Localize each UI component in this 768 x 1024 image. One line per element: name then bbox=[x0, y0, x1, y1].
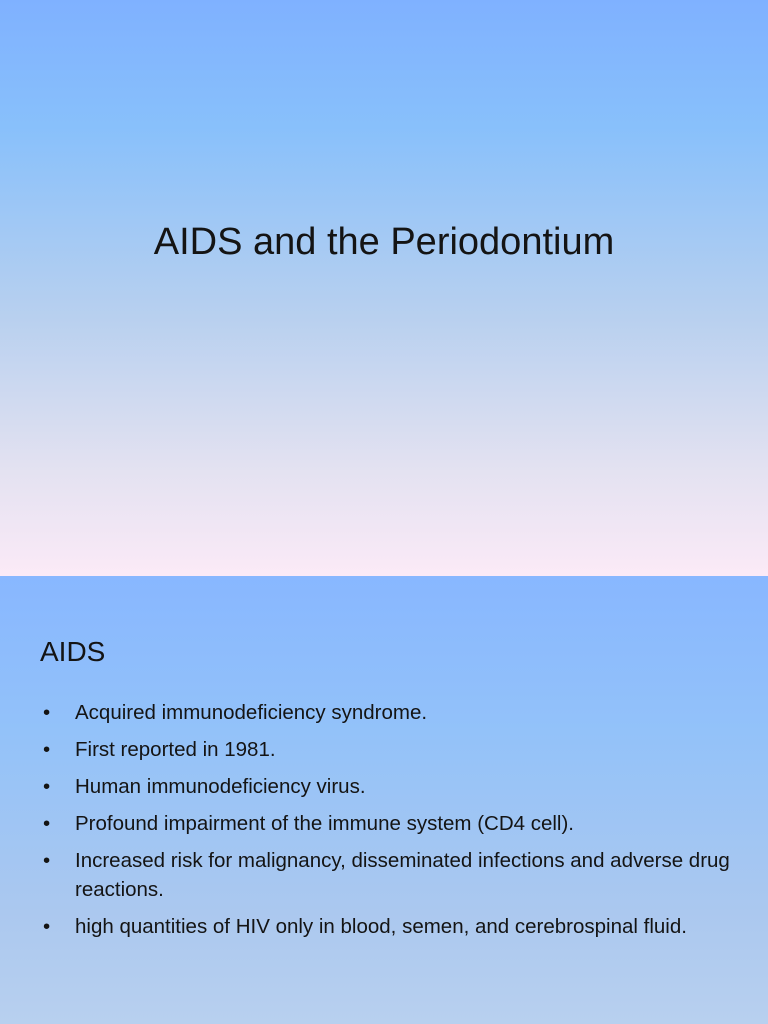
bullet-icon: • bbox=[43, 915, 51, 938]
bullet-icon: • bbox=[43, 738, 51, 761]
bullet-text: Human immunodeficiency virus. bbox=[75, 775, 366, 798]
bullet-list bbox=[40, 698, 740, 949]
bullet-item bbox=[40, 846, 740, 904]
bullet-icon: • bbox=[43, 775, 51, 798]
slide-heading: AIDS bbox=[40, 636, 106, 667]
content-slide bbox=[0, 576, 768, 1024]
bullet-text: First reported in 1981. bbox=[75, 738, 276, 761]
bullet-item bbox=[40, 809, 740, 838]
bullet-icon: • bbox=[43, 812, 51, 835]
bullet-icon: • bbox=[43, 701, 51, 724]
bullet-text: Profound impairment of the immune system (CD4 cell). bbox=[75, 812, 575, 835]
bullet-text: Increased risk for malignancy, disseminated infections and adverse drug reactions. bbox=[75, 849, 730, 901]
bullet-item bbox=[40, 698, 740, 727]
slide-title: AIDS and the Periodontium bbox=[153, 221, 615, 263]
bullet-icon: • bbox=[43, 849, 51, 872]
bullet-item bbox=[40, 772, 740, 801]
bullet-item bbox=[40, 912, 740, 941]
bullet-text: Acquired immunodeficiency syndrome. bbox=[75, 701, 428, 724]
bullet-item bbox=[40, 735, 740, 764]
bullet-text: high quantities of HIV only in blood, semen, and cerebrospinal fluid. bbox=[75, 915, 687, 938]
